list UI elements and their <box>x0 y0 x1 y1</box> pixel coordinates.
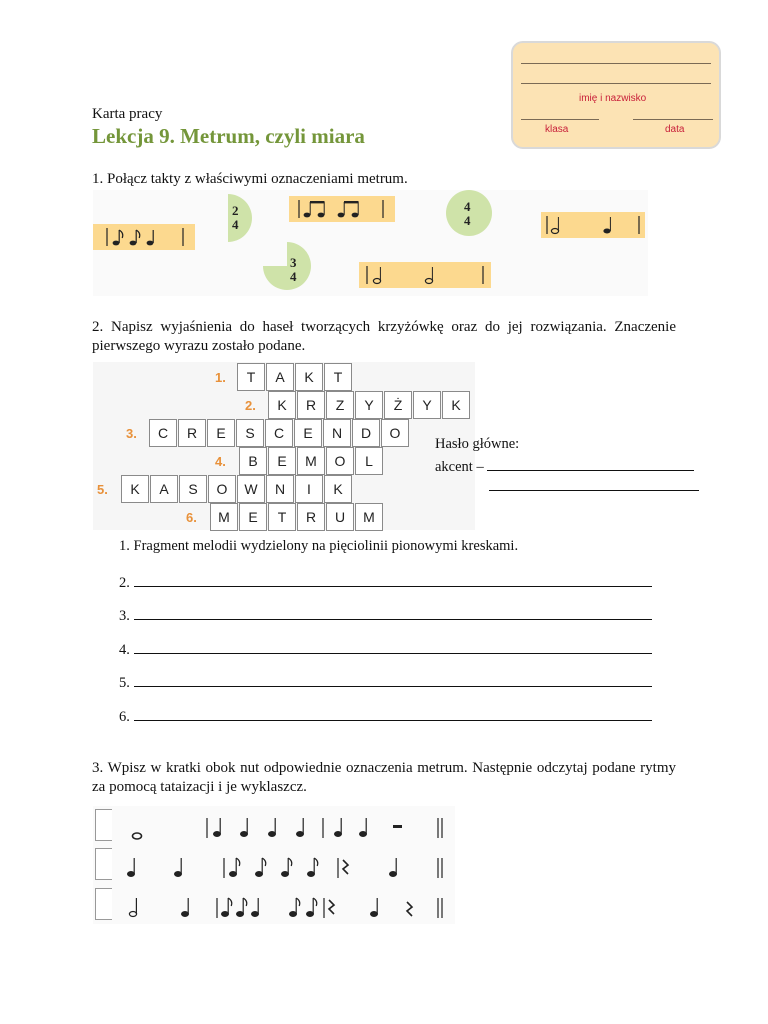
crossword-cell[interactable]: L <box>355 447 383 475</box>
rhythm-notation <box>93 806 455 924</box>
crossword-cell[interactable]: Y <box>413 391 441 419</box>
crossword-cell[interactable]: A <box>150 475 178 503</box>
svg-text:2: 2 <box>232 203 239 218</box>
crossword-cell[interactable]: E <box>294 419 322 447</box>
crossword-cell[interactable]: M <box>297 447 325 475</box>
name-line-1[interactable] <box>521 63 711 64</box>
measure-strip-a[interactable] <box>93 224 195 250</box>
meter-3-4-shape[interactable] <box>263 242 311 290</box>
password-blank-2[interactable] <box>489 490 699 491</box>
definition-5-num: 5. <box>119 675 130 691</box>
password-answer: akcent – <box>435 459 484 475</box>
name-label: imię i nazwisko <box>579 93 647 104</box>
crossword-cell[interactable]: T <box>268 503 296 531</box>
crossword-cell[interactable]: S <box>236 419 264 447</box>
class-label: klasa <box>545 124 569 135</box>
crossword-cell[interactable]: C <box>149 419 177 447</box>
crossword-cell[interactable]: T <box>237 363 265 391</box>
definition-3-blank[interactable] <box>134 605 652 620</box>
crossword-cell[interactable]: T <box>324 363 352 391</box>
ex3-instruction: 3. Wpisz w kratki obok nut odpowiednie oznaczenia metrum. Następnie odczytaj podane rytmy za pomocą tataizacji i je wyklaszcz. <box>92 760 676 795</box>
password-blank-1[interactable] <box>487 456 694 471</box>
definition-4-num: 4. <box>119 642 130 658</box>
crossword-row-number: 2. <box>245 398 256 413</box>
crossword-cell[interactable]: S <box>179 475 207 503</box>
rhythm-area <box>93 806 455 924</box>
crossword-row-number: 3. <box>126 426 137 441</box>
crossword-row-number: 5. <box>97 482 108 497</box>
measure-strip-b[interactable] <box>289 196 395 222</box>
crossword-cell[interactable]: D <box>352 419 380 447</box>
crossword-cell[interactable]: U <box>326 503 354 531</box>
crossword-cell[interactable]: O <box>208 475 236 503</box>
crossword-cell[interactable]: N <box>323 419 351 447</box>
crossword-cell[interactable]: R <box>178 419 206 447</box>
crossword-cell[interactable]: Ż <box>384 391 412 419</box>
crossword-cell[interactable]: Y <box>355 391 383 419</box>
definition-2-num: 2. <box>119 575 130 591</box>
crossword-cell[interactable]: I <box>295 475 323 503</box>
crossword-row-number: 6. <box>186 510 197 525</box>
crossword-cell[interactable]: W <box>237 475 265 503</box>
ex2-instruction: 2. Napisz wyjaśnienia do haseł tworzących krzyżówkę oraz do jej rozwiązania. Znaczenie pierwszego wyrazu zostało podane. <box>92 319 676 354</box>
crossword-cell[interactable]: A <box>266 363 294 391</box>
measure-a-notes <box>93 224 195 250</box>
definition-3 <box>119 605 652 625</box>
crossword-cell[interactable]: O <box>381 419 409 447</box>
definition-6-num: 6. <box>119 709 130 725</box>
worksheet-label: Karta pracy <box>92 106 163 122</box>
class-line[interactable] <box>521 119 599 120</box>
crossword-cell[interactable]: E <box>268 447 296 475</box>
crossword-cell[interactable]: R <box>297 503 325 531</box>
crossword-cell[interactable]: K <box>442 391 470 419</box>
svg-text:4: 4 <box>464 213 471 228</box>
crossword-row-number: 4. <box>215 454 226 469</box>
meter-2-4-shape[interactable] <box>228 194 252 242</box>
definition-4-blank[interactable] <box>134 639 652 654</box>
measure-d-notes <box>359 262 491 288</box>
password-label: Hasło główne: <box>435 436 520 452</box>
crossword-cell[interactable]: C <box>265 419 293 447</box>
password-line <box>435 456 694 476</box>
definition-4 <box>119 639 652 659</box>
crossword-cell[interactable]: M <box>355 503 383 531</box>
crossword-row-number: 1. <box>215 370 226 385</box>
crossword-cell[interactable]: E <box>239 503 267 531</box>
ex1-instruction: 1. Połącz takty z właściwymi oznaczeniami metrum. <box>92 171 408 187</box>
definition-6-blank[interactable] <box>134 706 652 721</box>
name-card <box>511 41 721 149</box>
measure-c-notes <box>541 212 645 238</box>
crossword-cell[interactable]: M <box>210 503 238 531</box>
measure-b-notes <box>289 196 395 222</box>
crossword-cell[interactable]: R <box>297 391 325 419</box>
lesson-title: Lekcja 9. Metrum, czyli miara <box>92 124 365 148</box>
crossword-cell[interactable]: O <box>326 447 354 475</box>
definition-6 <box>119 706 652 726</box>
crossword-cell[interactable]: N <box>266 475 294 503</box>
definition-2 <box>119 572 652 592</box>
svg-text:4: 4 <box>290 269 297 284</box>
crossword-cell[interactable]: K <box>324 475 352 503</box>
measure-strip-c[interactable] <box>541 212 645 238</box>
measure-strip-d[interactable] <box>359 262 491 288</box>
svg-text:4: 4 <box>464 199 471 214</box>
crossword-cell[interactable]: B <box>239 447 267 475</box>
crossword-cell[interactable]: K <box>121 475 149 503</box>
definition-5 <box>119 672 652 692</box>
definition-5-blank[interactable] <box>134 672 652 687</box>
definition-1: 1. Fragment melodii wydzielony na pięciolinii pionowymi kreskami. <box>119 538 519 554</box>
definition-2-blank[interactable] <box>134 572 652 587</box>
svg-text:4: 4 <box>232 217 239 232</box>
date-label: data <box>665 124 685 135</box>
crossword-cell[interactable]: E <box>207 419 235 447</box>
date-line[interactable] <box>633 119 713 120</box>
crossword-cell[interactable]: K <box>295 363 323 391</box>
meter-4-4-shape[interactable] <box>446 190 492 236</box>
svg-text:3: 3 <box>290 255 297 270</box>
crossword-cell[interactable]: Z <box>326 391 354 419</box>
ex1-matching-area <box>93 190 648 296</box>
definition-3-num: 3. <box>119 608 130 624</box>
crossword-cell[interactable]: K <box>268 391 296 419</box>
name-line-2[interactable] <box>521 83 711 84</box>
